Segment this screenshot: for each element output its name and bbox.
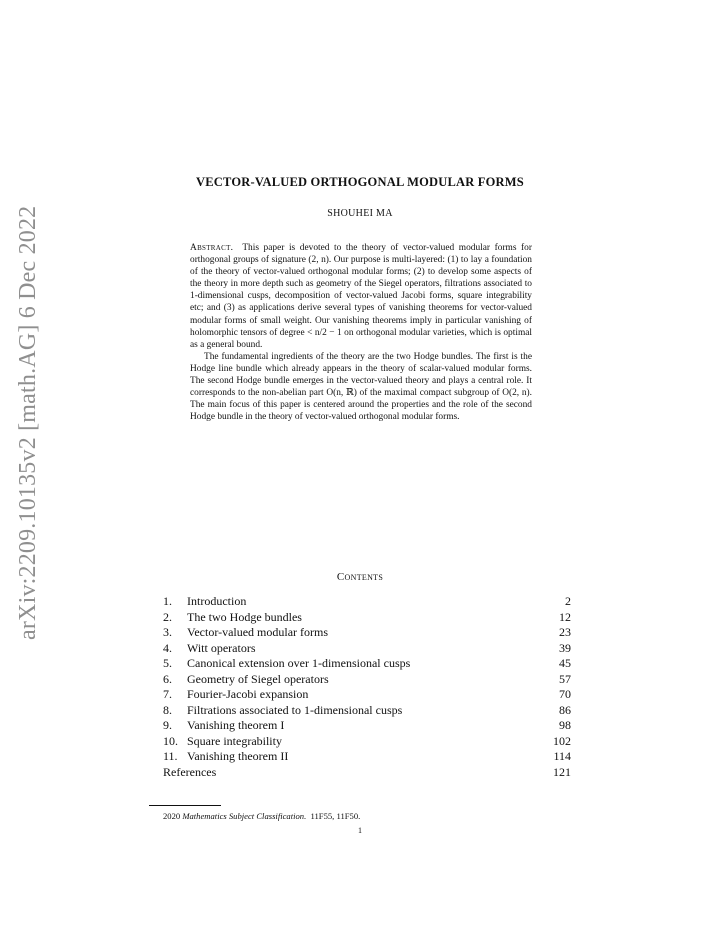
toc-entry-title: Witt operators [187,640,256,655]
table-of-contents [163,594,571,780]
toc-entry-number: 6. [163,671,172,686]
toc-entry-page: 102 [553,733,571,748]
paper-title: VECTOR-VALUED ORTHOGONAL MODULAR FORMS [196,175,524,189]
toc-entry-page: 2 [565,594,571,608]
toc-entry-label [163,718,284,734]
toc-entry-label [163,594,246,610]
toc-entry-title: Vector-valued modular forms [187,625,329,639]
toc-entry-number: 1. [163,594,172,608]
footnote [163,811,360,821]
toc-entry-number: 5. [163,656,172,670]
toc-entry-label [163,703,402,719]
toc-entry-number: 3. [163,625,172,639]
footnote-label: Mathematics Subject Classification. [182,811,307,821]
toc-entry-number: 7. [163,687,172,701]
abstract [190,242,532,423]
toc-entry-number: 9. [163,718,172,732]
toc-entry-title: Filtrations associated to 1-dimensional cusps [187,702,403,717]
abstract-text-1: This paper is devoted to the theory of vector-valued modular forms for orthogonal groups of signature (2, n). Our purpose is multi-layered: (1) to lay a foundation of the theory of vector-valued orthogonal modular forms; (2) to develop some aspects of the theory in more depth such as geometry of the Siegel operators, filtrations associated to 1-dimensional cusps, decomposition of vector-valued Jacobi forms, square integrability etc; and (3) as applications derive several types of vanishing theorems for vector-valued modular forms of small weight. Our vanishing theorems imply in particular vanishing of holomorphic tensors of degree < n/2 − 1 on orthogonal modular varieties, which is optimal as a general bound. [190,243,532,350]
toc-entry-label [163,749,288,765]
toc-entry-label [163,672,329,688]
toc-entry-label [163,641,256,657]
toc-entry-page: 98 [559,718,571,732]
toc-entry-title: Geometry of Siegel operators [187,671,329,686]
abstract-paragraph-2: The fundamental ingredients of the theory are the two Hodge bundles. The first is the Hodge line bundle which already appears in the theory of scalar-valued modular forms. The second Hodge bundle emerges in the vector-valued theory and plays a central role. It corresponds to the non-abelian part O(n, ℝ) of the maximal compact subgroup of O(2, n). The main focus of this paper is centered around the properties and the role of the second Hodge bundle in the theory of vector-valued orthogonal modular forms. [190,351,532,423]
abstract-label: Abstract. [190,243,234,253]
toc-entry-page: 12 [559,609,571,624]
arxiv-identifier-stamp: arXiv:2209.10135v2 [math.AG] 6 Dec 2022 [15,205,41,640]
toc-entry-number: 11. [163,749,178,763]
toc-entry[interactable] [163,594,571,610]
toc-entry[interactable] [163,734,571,750]
toc-entry-title: The two Hodge bundles [187,609,302,624]
toc-entry-title: Vanishing theorem II [187,749,289,763]
toc-entry-page: 70 [559,687,571,701]
toc-entry[interactable] [163,672,571,688]
toc-entry[interactable] [163,765,571,781]
toc-entry[interactable] [163,610,571,626]
toc-entry-label [163,765,216,781]
toc-entry-page: 57 [559,671,571,686]
toc-entry-page: 121 [553,764,571,779]
toc-entry-number: 2. [163,609,172,624]
toc-entry-title: Introduction [187,594,247,608]
toc-entry-page: 39 [559,640,571,655]
toc-entry-title: Canonical extension over 1-dimensional cusps [187,656,411,670]
toc-entry-title: Fourier-Jacobi expansion [187,687,309,701]
toc-entry-label [163,687,308,703]
toc-entry[interactable] [163,656,571,672]
paper-author: SHOUHEI MA [327,208,393,219]
toc-entry-label [163,656,410,672]
toc-entry[interactable] [163,641,571,657]
toc-entry-page: 23 [559,625,571,639]
footnote-codes: 11F55, 11F50. [310,811,361,821]
toc-entry[interactable] [163,749,571,765]
toc-entry-page: 45 [559,656,571,670]
footnote-rule [149,805,221,806]
footnote-year: 2020 [163,811,181,821]
toc-entry-number: 8. [163,702,172,717]
toc-entry-label [163,734,282,750]
abstract-paragraph-1 [190,242,532,351]
contents-heading: Contents [336,571,384,583]
toc-entry-label [163,625,328,641]
toc-entry-number: 10. [163,733,178,748]
toc-entry-page: 86 [559,702,571,717]
toc-entry-title: Square integrability [187,733,282,748]
toc-entry[interactable] [163,687,571,703]
page-number: 1 [358,826,362,835]
toc-entry-number: 4. [163,640,172,655]
toc-entry-label [163,610,302,626]
toc-entry[interactable] [163,718,571,734]
toc-entry-page: 114 [553,749,571,763]
toc-entry-title: Vanishing theorem I [187,718,285,732]
toc-entry[interactable] [163,703,571,719]
toc-entry-title: References [163,764,217,779]
toc-entry[interactable] [163,625,571,641]
